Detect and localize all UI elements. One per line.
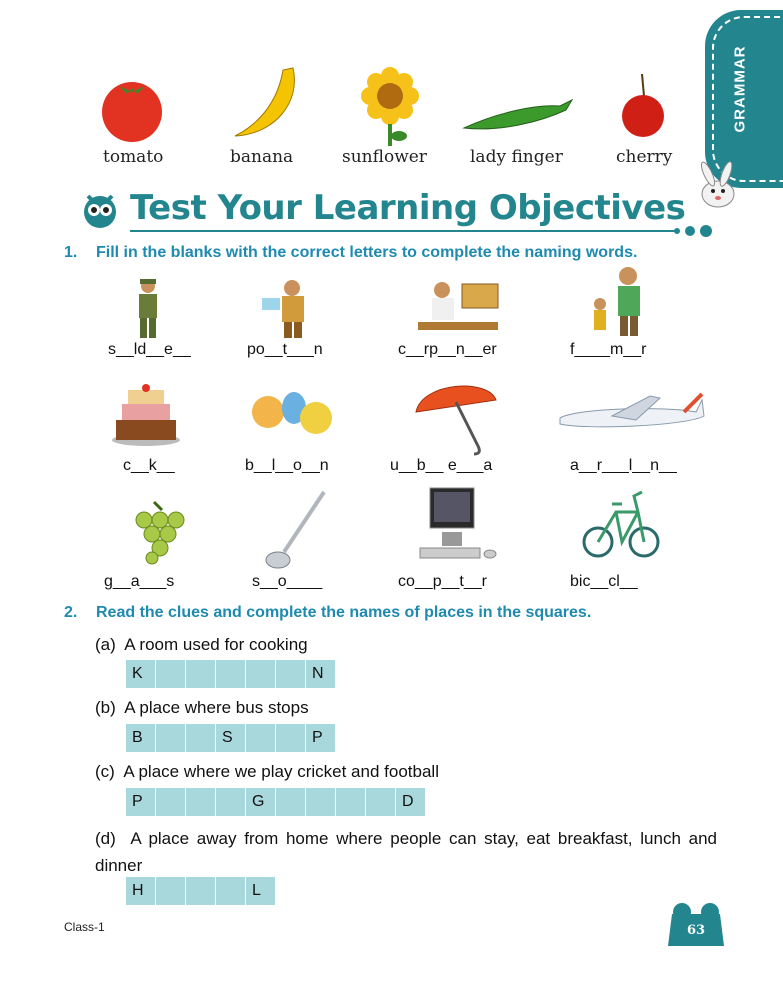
grid-cell[interactable]: [306, 788, 336, 816]
grid-cell[interactable]: H: [126, 877, 156, 905]
grid-cell[interactable]: [336, 788, 366, 816]
grid-cell[interactable]: [276, 788, 306, 816]
question-1: 1. Fill in the blanks with the correct letters to complete the naming words.: [64, 244, 638, 261]
word-aeroplane: a__r___l__n__: [570, 457, 677, 474]
banana-label: banana: [230, 147, 294, 167]
answer-grid-b: [126, 724, 336, 752]
grid-cell[interactable]: [366, 788, 396, 816]
cherry-image: [618, 72, 668, 140]
word-carpenter: c__rp__n__er: [398, 341, 497, 358]
clue-a: (a) A room used for cooking: [95, 635, 308, 654]
grid-cell[interactable]: [186, 788, 216, 816]
grid-cell[interactable]: [156, 660, 186, 688]
grid-cell[interactable]: D: [396, 788, 426, 816]
clue-b: (b) A place where bus stops: [95, 698, 309, 717]
bicycle-image: [582, 482, 662, 566]
section-title: Test Your Learning Objectives: [130, 188, 686, 228]
rabbit-mascot-icon: [690, 160, 745, 212]
grid-cell[interactable]: L: [246, 877, 276, 905]
question-2-text: Read the clues and complete the names of places in the squares.: [96, 604, 592, 621]
word-computer: co__p__t__r: [398, 573, 487, 590]
tomato-label: tomato: [103, 147, 164, 167]
title-underline: [130, 230, 675, 232]
balloons-image: [250, 390, 334, 446]
answer-grid-d: [126, 877, 276, 905]
grid-cell[interactable]: [186, 877, 216, 905]
tomato-image: [97, 74, 167, 144]
aeroplane-image: [556, 390, 706, 442]
banana-image: [225, 62, 305, 142]
question-1-text: Fill in the blanks with the correct letters to complete the naming words.: [96, 244, 638, 261]
class-label: Class-1: [64, 920, 105, 934]
postman-image: [258, 276, 322, 340]
grapes-image: [128, 496, 188, 566]
answer-grid-a: [126, 660, 336, 688]
grid-cell[interactable]: [246, 660, 276, 688]
grid-cell[interactable]: [276, 660, 306, 688]
soldier-image: [130, 276, 166, 340]
grid-cell[interactable]: [276, 724, 306, 752]
grid-cell[interactable]: [216, 660, 246, 688]
computer-image: [412, 484, 500, 568]
grid-cell[interactable]: [216, 788, 246, 816]
grid-cell[interactable]: [186, 724, 216, 752]
grid-cell[interactable]: [246, 724, 276, 752]
clue-c: (c) A place where we play cricket and football: [95, 762, 439, 781]
word-grapes: g__a___s: [104, 573, 175, 590]
clue-d: (d) A place away from home where people can stay, eat breakfast, lunch and dinner: [95, 829, 717, 875]
grid-cell[interactable]: [216, 877, 246, 905]
grid-cell[interactable]: [156, 724, 186, 752]
word-bicycle: bic__cl__: [570, 573, 638, 590]
spoon-image: [262, 488, 332, 574]
sunflower-label: sunflower: [342, 147, 427, 167]
grid-cell[interactable]: P: [306, 724, 336, 752]
grammar-tab-label: GRAMMAR: [731, 45, 749, 133]
farmer-image: [588, 264, 652, 340]
word-farmer: f____m__r: [570, 341, 647, 358]
word-soldier: s__ld__e__: [108, 341, 191, 358]
question-2: 2. Read the clues and complete the names of places in the squares.: [64, 604, 592, 621]
sunflower-image: [355, 64, 425, 148]
word-cake: c__k__: [123, 457, 175, 474]
lady-finger-label: lady finger: [470, 147, 563, 167]
grid-cell[interactable]: N: [306, 660, 336, 688]
word-umbrella: u__b__ e___a: [390, 457, 493, 474]
grid-cell[interactable]: S: [216, 724, 246, 752]
cake-image: [110, 382, 182, 448]
answer-grid-c: [126, 788, 426, 816]
page-number: 63: [686, 923, 706, 938]
word-postman: po__t___n: [247, 341, 323, 358]
grid-cell[interactable]: B: [126, 724, 156, 752]
word-spoon: s__o____: [252, 573, 323, 590]
carpenter-image: [412, 276, 502, 340]
title-dots-decoration: [672, 224, 716, 238]
umbrella-image: [412, 376, 498, 456]
grid-cell[interactable]: [156, 877, 186, 905]
grid-cell[interactable]: P: [126, 788, 156, 816]
lady-finger-image: [460, 96, 575, 138]
cherry-label: cherry: [616, 147, 673, 167]
grid-cell[interactable]: [186, 660, 216, 688]
owl-mascot-icon: [78, 190, 124, 230]
grid-cell[interactable]: K: [126, 660, 156, 688]
grid-cell[interactable]: [156, 788, 186, 816]
word-balloon: b__l__o__n: [245, 457, 329, 474]
grid-cell[interactable]: G: [246, 788, 276, 816]
